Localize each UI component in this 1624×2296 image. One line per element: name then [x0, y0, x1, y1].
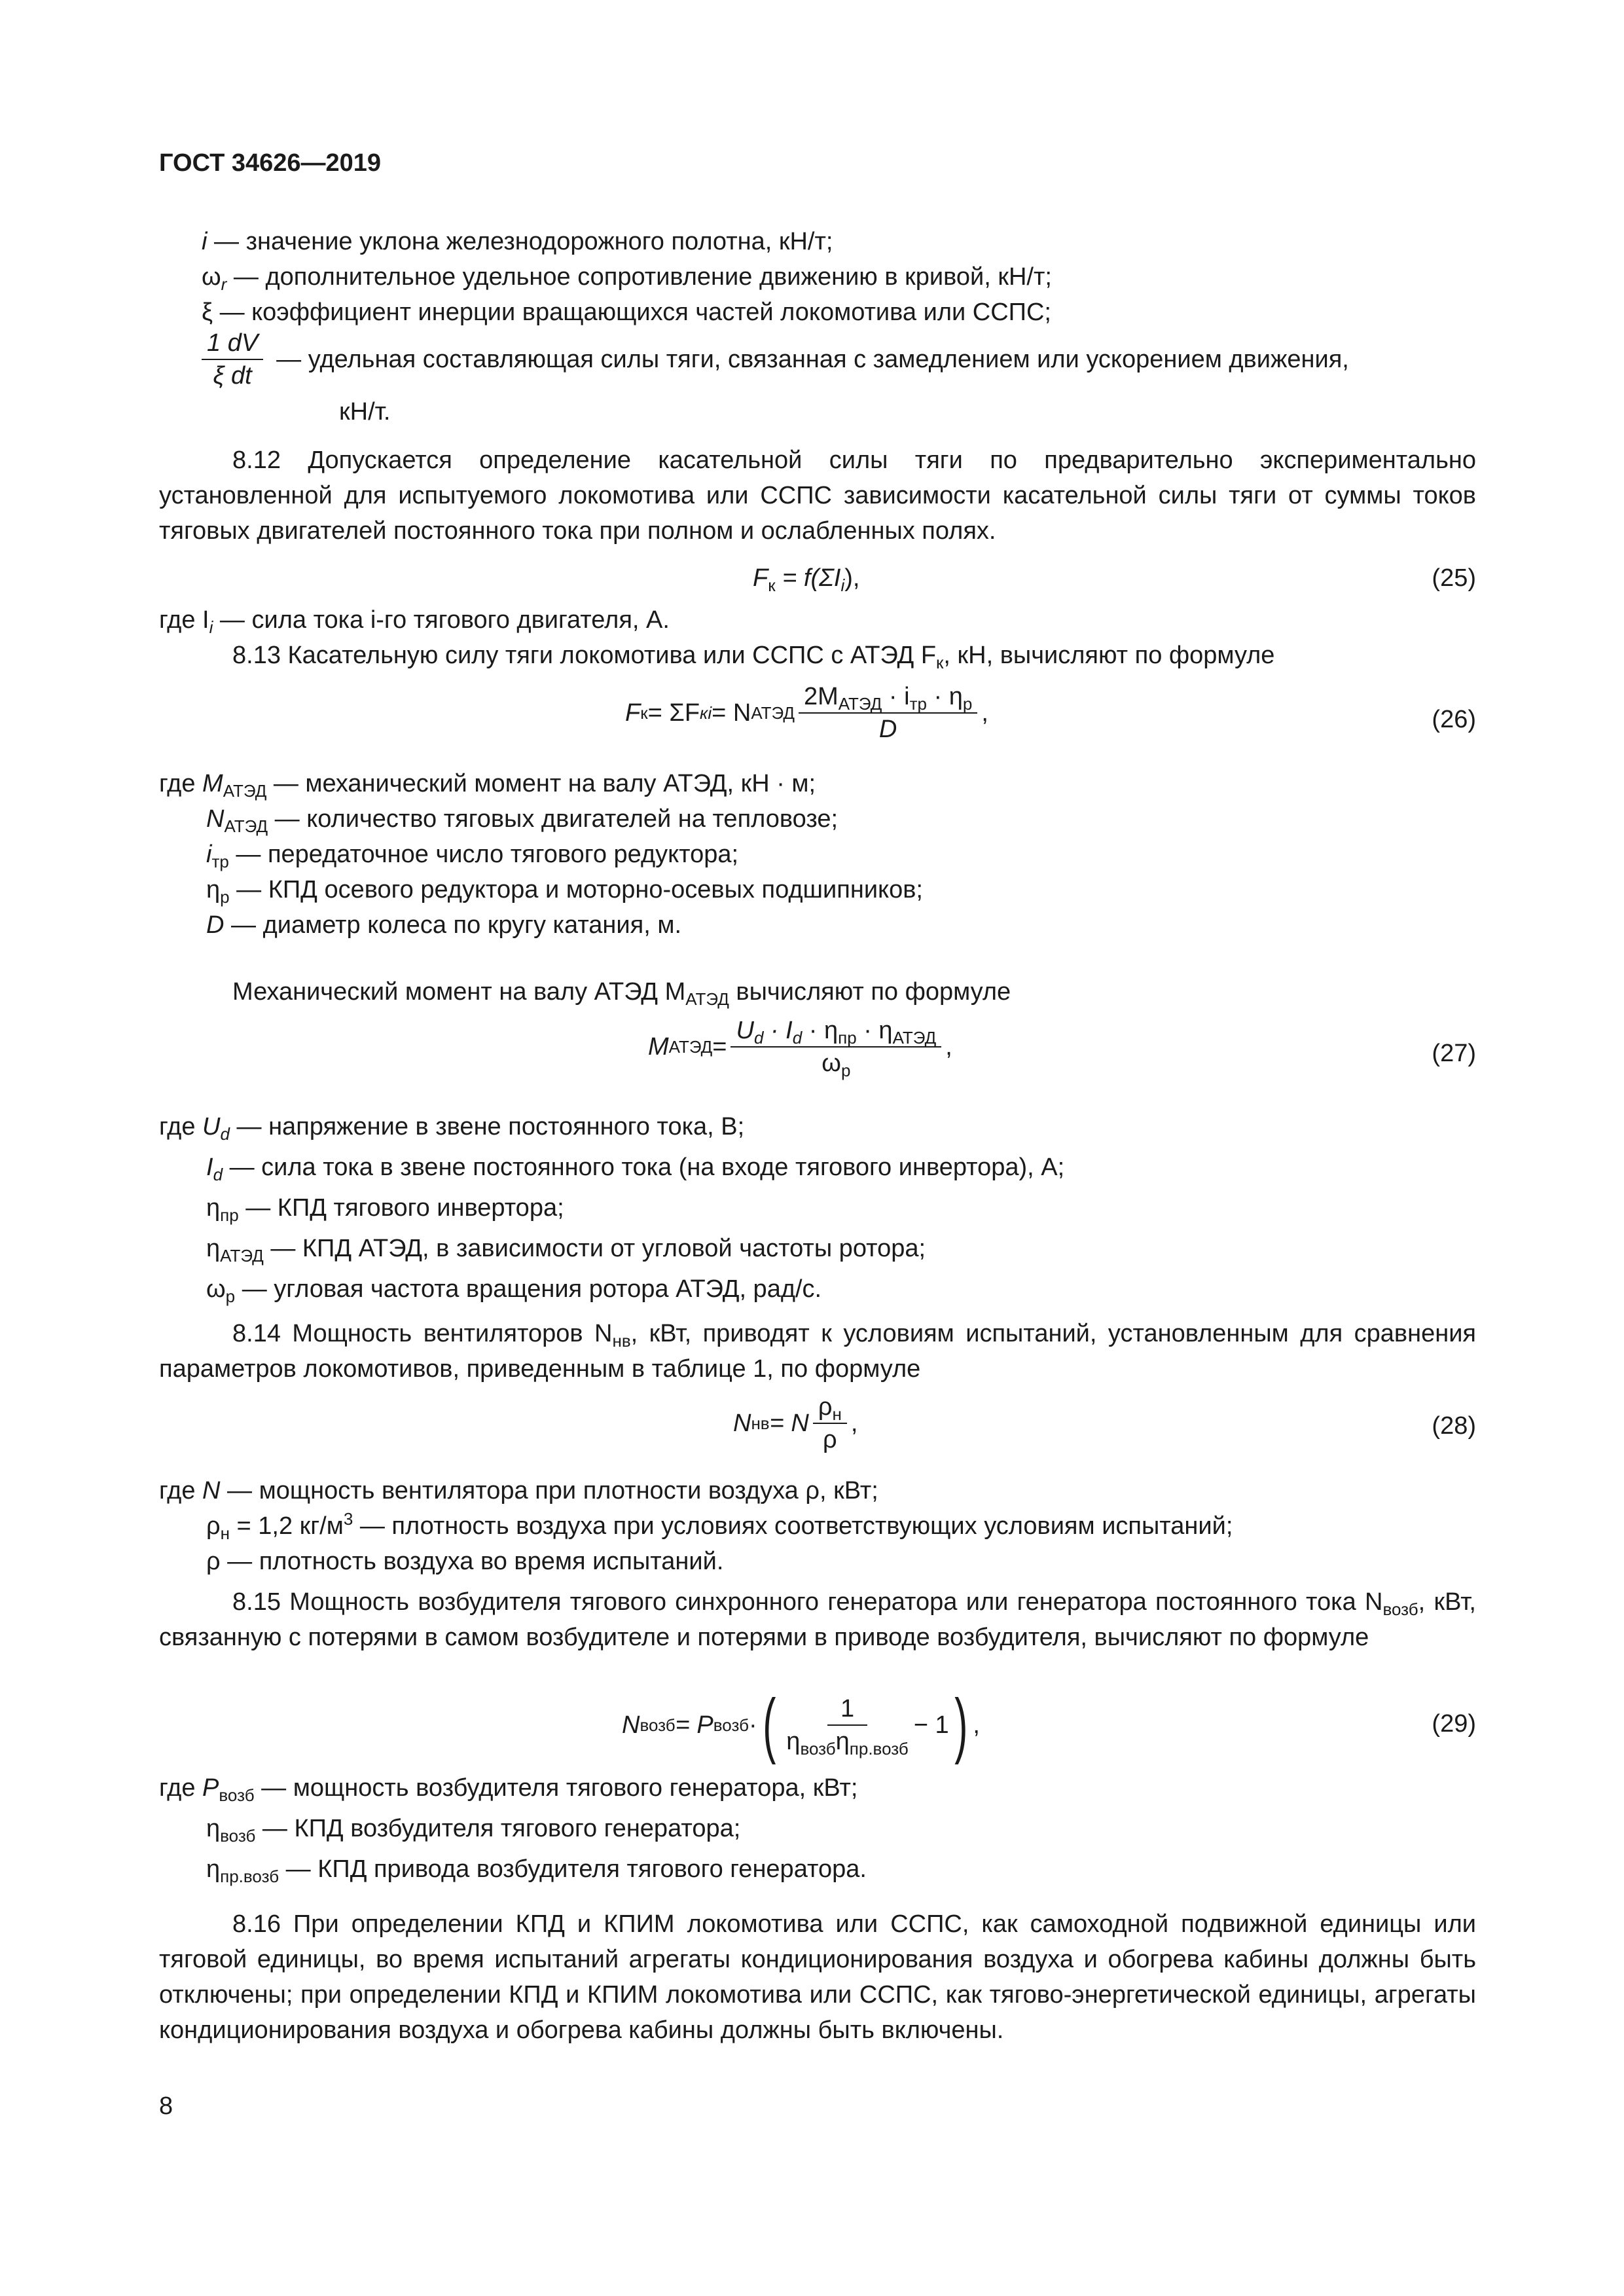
definition-fraction-line: $\frac{1 dV}{\text{ξ dt}}$ — удельная составляющая силы тяги, связанная с замедлением или ускорением движения, кН/т. — [159, 327, 1476, 429]
document-header: ГОСТ 34626—2019 — [159, 149, 382, 177]
equation-number: (28) — [1432, 1412, 1476, 1440]
eq29-fraction: $\frac{1}{\eta_{возб}\eta_{пр.возб}}$ — [781, 1693, 913, 1757]
equation-26: F к = ΣF кi = N АТЭД $\frac{2M_{АТЭД} \cdot i_{тр} \cdot \eta_р}{D}$ , (26) — [0, 681, 1624, 759]
equation-number: (27) — [1432, 1040, 1476, 1067]
definitions-28: где N — мощность вентилятора при плотности воздуха ρ, кВт; $\rho_н = 1,2$ $кг/м^3$ — плотность воздуха при условиях соответствующих условиям испытаний; ρ — плотность воздуха во время испытаний. — [159, 1477, 1233, 1575]
equation-25: $F_к = f(\Sigma I_i)$, (25) — [0, 555, 1624, 634]
equation-29: N возб = P возб · ( $\frac{1}{\eta_{возб}\eta_{пр.возб}}$ − 1 ) , (29) — [622, 1685, 1476, 1765]
def-line: ξ — коэффициент инерции вращающихся частей локомотива или ССПС; — [202, 299, 1051, 326]
eq26-fraction: $\frac{2M_{АТЭД} \cdot i_{тр} \cdot \eta_р}{D}$ — [799, 681, 977, 745]
eq27-fraction: $\frac{U_d \cdot I_d \cdot \eta_{пр} \cdot \eta_{АТЭД}}{\omega_р}$ — [731, 1015, 941, 1079]
equation-28: N нв = N $\frac{\rho_н}{\rho}$ , (28) — [0, 1391, 1624, 1470]
def-line: $\omega_r$ — дополнительное удельное сопротивление движению в кривой, кН/т; — [202, 263, 1052, 294]
page-number: 8 — [159, 2092, 173, 2120]
dv-dt-fraction: $\frac{1 dV}{\text{ξ dt}}$ — [202, 327, 263, 392]
equation-number: (25) — [1432, 564, 1476, 592]
definitions-27: где $U_d$ — напряжение в звене постоянного тока, В; $I_d$ — сила тока в звене постоянного тока (на входе тягового инвертора), А; $\eta_{пр}$ — КПД тягового инвертора; $\eta_{АТЭД}$ — КПД АТЭД, в зависимости от угловой частоты ротора; $\omega_р$ — угловая частота вращения ротора АТЭД, рад/с. — [159, 1113, 1065, 1306]
definitions-block-1 — [159, 224, 1476, 330]
eq28-fraction: $\frac{\rho_н}{\rho}$ — [813, 1391, 847, 1455]
paragraph-8-12: 8.12 Допускается определение касательной силы тяги по предварительно экспериментально установленной для испытуемого локомотива или ССПС зависимости касательной силы тяги от суммы токов тяговых двигателей постоянного тока при полном и ослабленных полях. — [159, 446, 1476, 545]
definitions-29: где $P_{возб}$ — мощность возбудителя тягового генератора, кВт; $\eta_{возб}$ — КПД возбудителя тягового генератора; $\eta_{пр.возб}$ — КПД привода возбудителя тягового генератора. — [159, 1774, 867, 1886]
mech-moment-intro: Механический момент на валу АТЭД $M_{АТЭД}$ вычисляют по формуле — [232, 978, 1011, 1009]
equation-number: (26) — [1432, 706, 1476, 733]
def-line: i — значение уклона железнодорожного полотна, кН/т; — [202, 228, 833, 255]
paragraph-8-15: 8.15 Мощность возбудителя тягового синхронного генератора или генератора постоянного тока $N_{возб}$, кВт, связанную с потерями в самом возбудителе и потерями в приводе возбудителя, вычисляют по формуле — [159, 1588, 1476, 1651]
where-25: где $I_i$ — сила тока i-го тягового двигателя, А. 8.13 Касательную силу тяги локомотива или ССПС с АТЭД $F_к$, кН, вычисляют по формуле — [159, 606, 1275, 672]
paragraph-8-16: 8.16 При определении КПД и КПИМ локомотива или ССПС, как самоходной подвижной единицы или тяговой единицы, во время испытаний агрегаты кондиционирования воздуха и обогрева кабины должны быть отключены; при определении КПД и КПИМ локомотива или ССПС, как тягово-энергетической единицы, агрегаты кондиционирования воздуха и обогрева кабины должны быть включены. — [159, 1910, 1476, 2044]
definitions-26: где $M_{АТЭД}$ — механический момент на валу АТЭД, кН · м; $N_{АТЭД}$ — количество тяговых двигателей на тепловозе; $i_{тр}$ — передаточное число тягового редуктора; $\eta_р$ — КПД осевого редуктора и моторно-осевых подшипников; D — диаметр колеса по кругу катания, м. — [159, 770, 923, 939]
paragraph-8-14: 8.14 Мощность вентиляторов $N_{нв}$, кВт, приводят к условиям испытаний, установленным для сравнения параметров локомотивов, приведенным в таблице 1, по формуле — [159, 1320, 1477, 1383]
equation-number: (29) — [1432, 1710, 1476, 1738]
equation-27: M АТЭД = $\frac{U_d \cdot I_d \cdot \eta_{пр} \cdot \eta_{АТЭД}}{\omega_р}$ , (27) — [0, 1015, 1624, 1093]
